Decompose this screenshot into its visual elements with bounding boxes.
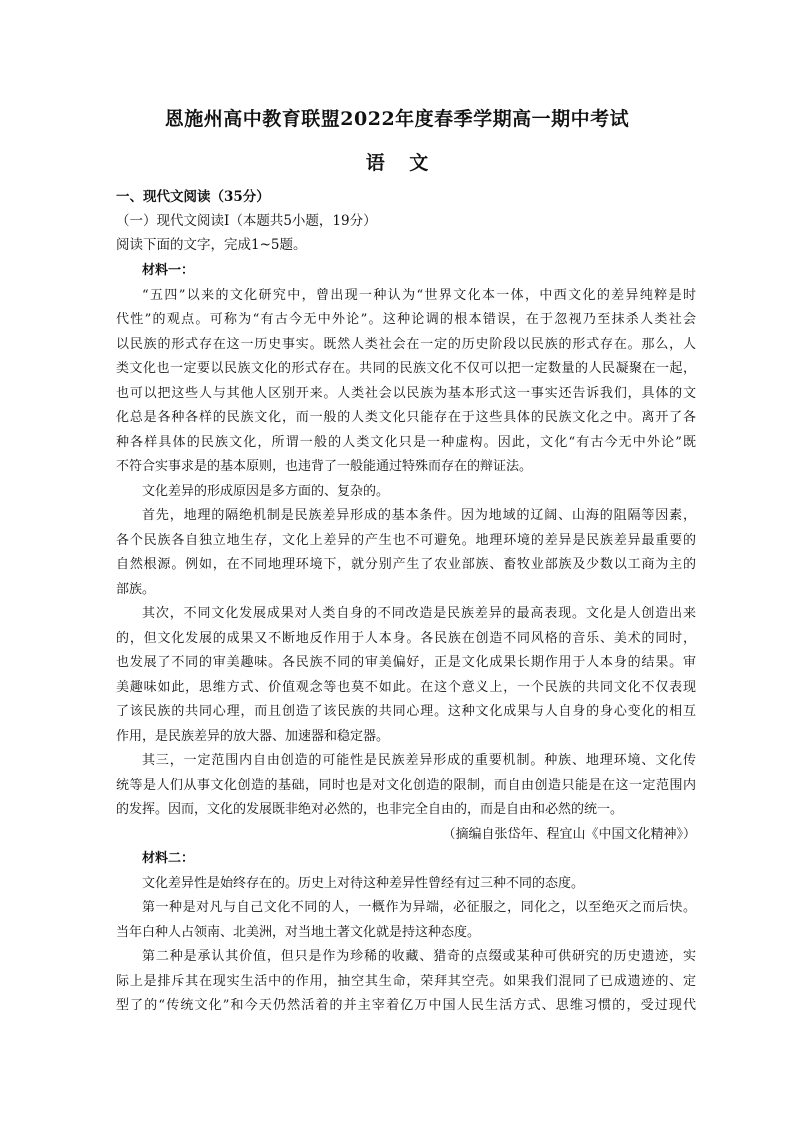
text-line: 类文化也一定要以民族文化的形式存在。共同的民族文化不仅可以把一定数量的人民凝聚在一起， bbox=[116, 361, 696, 376]
reading-instruction: 阅读下面的文字，完成1~5题。 bbox=[116, 237, 307, 253]
text-line: 美趣味如此，思维方式、价值观念等也莫不如此。在这个意义上，一个民族的共同文化不仅表现 bbox=[116, 679, 696, 695]
section-subheading: （一）现代文阅读Ⅰ（本题共5小题，19分） bbox=[116, 213, 377, 229]
text-line: 其三，一定范围内自由创造的可能性是民族差异形成的重要机制。种族、地理环境、文化传 bbox=[142, 753, 696, 768]
text-line: 文化差异的形成原因是多方面的、复杂的。 bbox=[142, 483, 390, 499]
text-line: 文化差异性是始终存在的。历史上对待这种差异性曾经有过三种不同的态度。 bbox=[142, 875, 585, 891]
text-line: 化总是各种各样的民族文化，而一般的人类文化只能存在于这些具体的民族文化之中。离开了各 bbox=[116, 410, 696, 425]
text-line: 当年白种人占领南、北美洲，对当地土著文化就是持这种态度。 bbox=[116, 924, 481, 940]
text-line: 其次，不同文化发展成果对人类自身的不同改造是民族差异的最高表现。文化是人创造出来 bbox=[142, 606, 696, 621]
text-line: 际上是排斥其在现实生活中的作用，抽空其生命，荣拜其空壳。如果我们混同了已成遗迹的、定 bbox=[116, 973, 696, 989]
text-line: 以民族的形式存在这一历史事实。既然人类社会在一定的历史阶段以民族的形式存在。那么，人 bbox=[116, 336, 696, 352]
text-line: 自然根源。例如，在不同地理环境下，就分别产生了农业部族、畜牧业部族及少数以工商为主的 bbox=[116, 557, 696, 572]
subject-title: 语 文 bbox=[365, 152, 429, 174]
source-citation: （摘编自张岱年、程宜山《中国文化精神》） bbox=[442, 826, 696, 842]
exam-title: 恩施州高中教育联盟2022年度春季学期高一期中考试 bbox=[164, 108, 630, 130]
text-line: 第一种是对凡与自己文化不同的人，一概作为异端，必征服之，同化之，以至绝灭之而后快。 bbox=[142, 900, 696, 915]
text-line: 代性”的观点。可称为“有古今无中外论”。这种论调的根本错误，在于忽视乃至抹杀人类社会 bbox=[116, 312, 696, 327]
material-one-label: 材料一： bbox=[142, 263, 195, 278]
text-line: 部族。 bbox=[116, 581, 156, 597]
section-heading: 一、现代文阅读（35分） bbox=[116, 189, 270, 205]
text-line: 的发挥。因而，文化的发展既非绝对必然的，也非完全自由的，而是自由和必然的统一。 bbox=[116, 802, 624, 817]
reading-passage bbox=[116, 259, 696, 1019]
text-line: 也发展了不同的审美趣味。各民族不同的审美偏好，正是文化成果长期作用于人本身的结果。审 bbox=[116, 655, 696, 670]
text-line: 的，但文化发展的成果又不断地反作用于人本身。各民族在创造不同风格的音乐、美术的同时， bbox=[116, 630, 696, 646]
text-line: 统等是人们从事文化创造的基础，同时也是对文化创造的限制，而自由创造只能是在这一定范围内 bbox=[116, 777, 696, 793]
material-two-label: 材料二： bbox=[142, 851, 195, 866]
text-line: “五四”以来的文化研究中，曾出现一种认为“世界文化本一体，中西文化的差异纯粹是时 bbox=[142, 287, 696, 303]
text-line: 种各样具体的民族文化，所谓一般的人类文化只是一种虚构。因此，文化“有古今无中外论”既 bbox=[116, 434, 696, 450]
text-line: 型了的“传统文化”和今天仍然活着的并主宰着亿万中国人民生活方式、思维习惯的，受过现代 bbox=[116, 998, 696, 1013]
text-line: 各个民族各自独立地生存，文化上差异的产生也不可避免。地理环境的差异是民族差异最重要的 bbox=[116, 532, 696, 548]
text-line: 也可以把这些人与其他人区别开来。人类社会以民族为基本形式这一事实还告诉我们，具体的文 bbox=[116, 385, 696, 401]
text-line: 不符合实事求是的基本原则，也违背了一般能通过特殊而存在的辩证法。 bbox=[116, 459, 533, 474]
text-line: 第二种是承认其价值，但只是作为珍稀的收藏、猎奇的点缀或某种可供研究的历史遗迹，实 bbox=[142, 949, 696, 964]
text-line: 作用，是民族差异的放大器、加速器和稳定器。 bbox=[116, 728, 390, 744]
text-line: 了该民族的共同心理，而且创造了该民族的共同心理。这种文化成果与人自身的身心变化的相互 bbox=[116, 704, 696, 719]
text-line: 首先，地理的隔绝机制是民族差异形成的基本条件。因为地域的辽阔、山海的阻隔等因素， bbox=[142, 508, 696, 523]
